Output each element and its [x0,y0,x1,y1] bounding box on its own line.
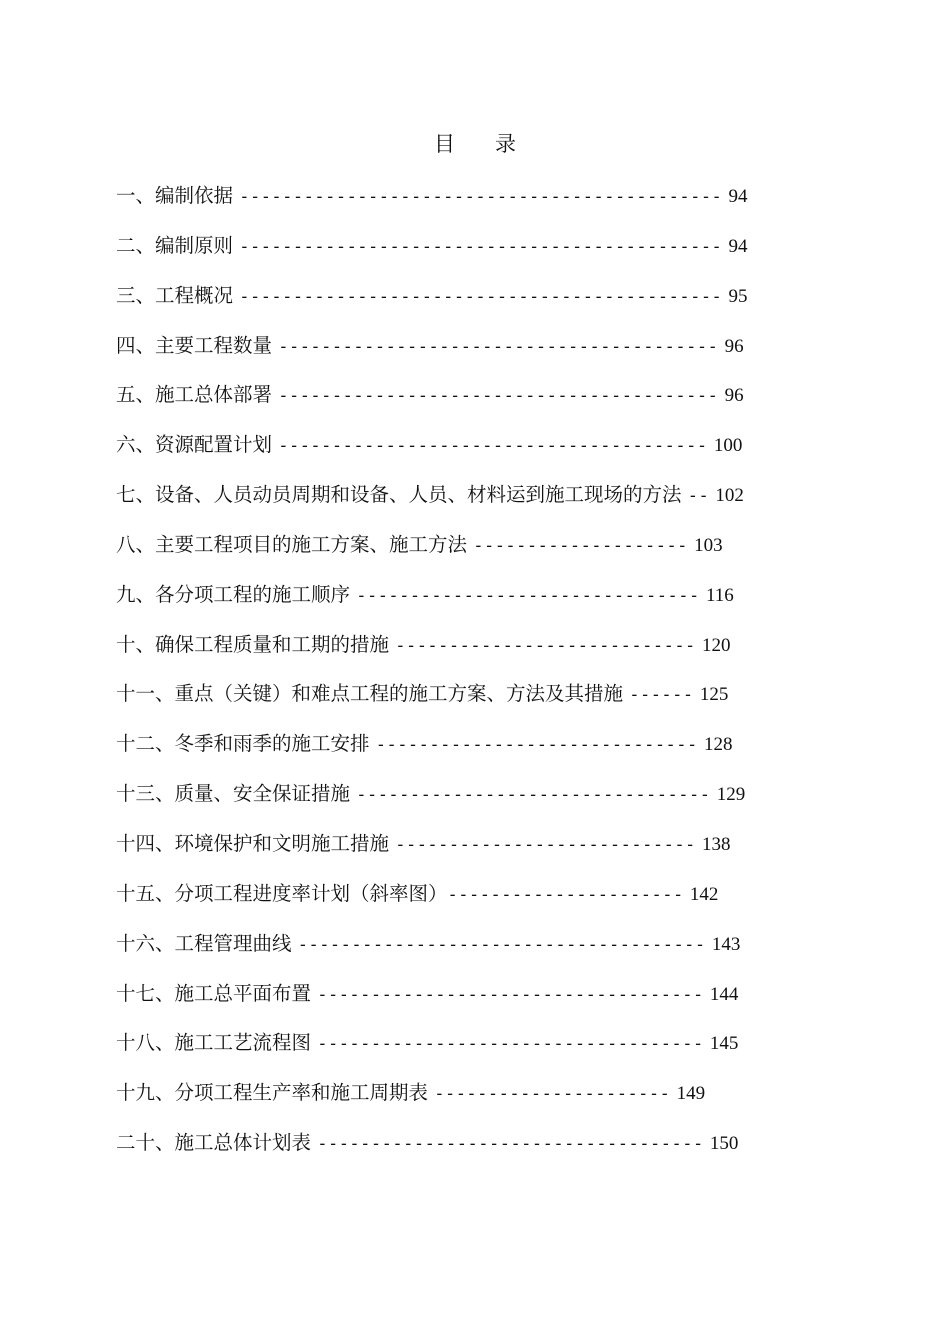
toc-entry-label: 二、编制原则 [116,233,234,257]
toc-entry-label: 十三、质量、安全保证措施 [116,782,351,806]
toc-entry-label: 十四、环境保护和文明施工措施 [116,831,390,855]
toc-leader-dots: ---------------------------- [395,834,696,855]
toc-leader-dots: --------------------------------- [356,785,711,806]
toc-leader-dots: ------------------------------------ [317,984,704,1005]
toc-leader-dots: ---------------------------------------- [278,436,708,457]
toc-entry-label: 七、设备、人员动员周期和设备、人员、材料运到施工现场的方法 [116,483,682,507]
toc-page-number: 138 [702,833,731,855]
toc-entry-label: 十二、冬季和雨季的施工安排 [116,732,370,756]
toc-page-number: 116 [705,584,734,606]
toc-list [116,176,748,1173]
toc-entry[interactable] [116,874,748,924]
toc-entry-label: 十五、分项工程进度率计划（斜率图） [116,881,448,905]
toc-entry-label: 三、工程概况 [116,283,234,307]
toc-title [0,128,950,158]
toc-page-number: 143 [711,933,741,955]
toc-entry[interactable] [116,375,748,425]
toc-page-number: 125 [699,684,729,706]
toc-leader-dots: --------------------------------------------- [239,236,723,257]
toc-entry[interactable] [116,924,748,974]
toc-entry-label: 四、主要工程数量 [116,333,273,357]
toc-page-number: 144 [709,983,739,1005]
toc-entry[interactable] [116,176,748,226]
toc-entry[interactable] [116,475,748,525]
toc-leader-dots: ---------------------------- [395,635,696,656]
toc-title-char-2: 录 [495,132,516,156]
toc-leader-dots: -------------------------------------- [297,934,706,955]
toc-entry-label: 二十、施工总体计划表 [116,1131,312,1155]
toc-page-number: 95 [728,285,748,307]
toc-entry-label: 五、施工总体部署 [116,383,273,407]
toc-entry[interactable] [116,326,748,376]
toc-entry[interactable] [116,276,748,326]
toc-entry-label: 十七、施工总平面布置 [116,981,312,1005]
toc-entry-label: 十、确保工程质量和工期的措施 [116,632,390,656]
toc-entry[interactable] [116,1123,748,1173]
toc-entry[interactable] [116,226,748,276]
toc-leader-dots: ------------------------------------ [317,1134,704,1155]
toc-entry[interactable] [116,1073,748,1123]
toc-leader-dots: -------------------- [473,535,688,556]
toc-entry[interactable] [116,1023,748,1073]
toc-leader-dots: ------ [629,685,694,706]
toc-page-number: 94 [728,186,748,207]
toc-leader-dots: ----------------------------------------- [278,336,719,357]
toc-leader-dots: ---------------------- [434,1084,671,1105]
toc-leader-dots: ------------------------------ [375,735,698,756]
toc-entry-label: 一、编制依据 [116,184,234,207]
toc-entry[interactable] [116,575,748,625]
toc-entry[interactable] [116,724,748,774]
toc-entry[interactable] [116,824,748,874]
toc-leader-dots: --------------------------------------------- [239,187,723,207]
toc-entry-label: 六、资源配置计划 [116,433,273,457]
toc-leader-dots: -------------------------------- [356,585,700,606]
toc-entry[interactable] [116,974,748,1024]
toc-entry-label: 十一、重点（关键）和难点工程的施工方案、方法及其措施 [116,682,624,706]
toc-leader-dots: ------------------------------------ [317,1034,704,1055]
toc-leader-dots: ---------------------- [447,884,684,905]
toc-leader-dots: --------------------------------------------- [239,286,723,307]
toc-entry[interactable] [116,425,748,475]
toc-page-number: 149 [676,1083,706,1105]
toc-page-number: 129 [716,784,746,806]
toc-page-number: 96 [724,335,744,357]
toc-entry[interactable] [116,774,748,824]
toc-entry-label: 十八、施工工艺流程图 [116,1031,312,1055]
toc-entry[interactable] [116,625,748,675]
toc-page-number: 102 [715,485,744,507]
toc-entry-label: 八、主要工程项目的施工方案、施工方法 [116,532,468,556]
toc-page-number: 145 [709,1033,739,1055]
toc-page-number: 96 [724,385,744,407]
toc-page-number: 94 [728,235,748,257]
toc-title-char-1: 目 [434,132,455,156]
toc-leader-dots: ----------------------------------------- [278,386,719,407]
toc-entry[interactable] [116,674,748,724]
toc-entry-label: 九、各分项工程的施工顺序 [116,582,351,606]
toc-entry-label: 十九、分项工程生产率和施工周期表 [116,1081,429,1105]
toc-page-number: 150 [709,1133,739,1155]
toc-page-number: 103 [694,534,723,556]
toc-page-number: 142 [689,883,719,905]
toc-entry-label: 十六、工程管理曲线 [116,931,292,955]
toc-entry[interactable] [116,525,748,575]
toc-page-number: 100 [713,435,743,457]
toc-leader-dots: -- [687,486,710,507]
toc-page-number: 120 [702,634,731,656]
toc-page-number: 128 [703,734,733,756]
